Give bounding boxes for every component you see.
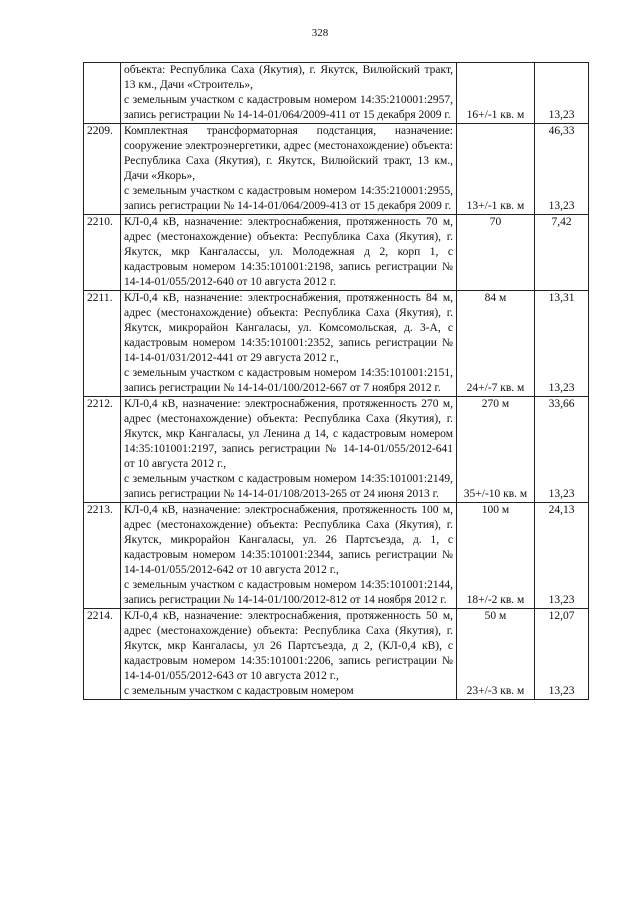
row-quantity xyxy=(457,503,535,609)
row-quantity xyxy=(457,397,535,503)
row-quantity xyxy=(457,215,535,291)
cost-value: 12,07 xyxy=(548,610,575,622)
cost-value: 13,23 xyxy=(548,109,575,121)
land-plot-description: с земельным участком с кадастровым номером 14:35:101001:2151, запись регистрации № 14-14-01/100/2012-667 от 7 ноября 2012 г. xyxy=(124,367,453,394)
cost-value: 33,66 xyxy=(548,398,575,410)
table-row xyxy=(84,503,589,609)
cost-value: 13,23 xyxy=(548,382,575,394)
quantity-value: 16+/-1 кв. м xyxy=(466,109,525,121)
table-row xyxy=(84,63,589,124)
cost-value: 24,13 xyxy=(548,504,575,516)
cost-value: 13,23 xyxy=(548,594,575,606)
object-description: КЛ-0,4 кВ, назначение: электроснабжения, протяженность 270 м, адрес (местонахождение) объекта: Республика Саха (Якутия), г. Якутск, мкр Кангаласы, ул Ленина д 14, с кадастровым номером 14:35:101001:2197, запись регистрации № 14-14-01/055/2012-641 от 10 августа 2012 г., xyxy=(124,398,453,470)
row-quantity xyxy=(457,63,535,124)
property-register-table xyxy=(83,62,589,700)
quantity-value: 18+/-2 кв. м xyxy=(466,594,525,606)
quantity-value: 270 м xyxy=(481,398,510,410)
quantity-value: 50 м xyxy=(484,610,507,622)
land-plot-description: с земельным участком с кадастровым номером 14:35:101001:2149, запись регистрации № 14-14-01/108/2013-265 от 24 июня 2013 г. xyxy=(124,473,453,500)
quantity-value: 84 м xyxy=(484,292,507,304)
row-description xyxy=(121,291,457,397)
object-description: КЛ-0,4 кВ, назначение: электроснабжения, протяженность 84 м, адрес (местонахождение) объекта: Республика Саха (Якутия), г. Якутск, микрорайон Кангаласы, ул. Комсомольская, д. 3-А, с кадастровым номером 14:35:101001:2352, запись регистрации № 14-14-01/031/2012-441 от 29 августа 2012 г., xyxy=(124,292,453,364)
row-value xyxy=(535,609,589,700)
row-description xyxy=(121,63,457,124)
object-description: КЛ-0,4 кВ, назначение: электроснабжения, протяженность 100 м, адрес (местонахождение) объекта: Республика Саха (Якутия), г. Якутск, микрорайон Кангаласы, ул. 26 Партсъезда, д. 1, с кадастровым номером 14:35:101001:2344, запись регистрации № 14-14-01/055/2012-642 от 10 августа 2012 г., xyxy=(124,504,453,576)
quantity-value: 100 м xyxy=(481,504,510,516)
row-value xyxy=(535,215,589,291)
object-description: Комплектная трансформаторная подстанция, назначение: сооружение электроэнергетики, адрес (местонахождение) объекта: Республика Саха (Якутия), г. Якутск, Вилюйский тракт, 13 км., Дачи «Якорь», xyxy=(124,125,453,182)
quantity-value: 23+/-3 кв. м xyxy=(466,685,525,697)
page-number: 328 xyxy=(311,27,329,39)
object-description: объекта: Республика Саха (Якутия), г. Якутск, Вилюйский тракт, 13 км., Дачи «Строитель», xyxy=(124,64,453,91)
cost-value: 13,31 xyxy=(548,292,575,304)
row-description xyxy=(121,397,457,503)
cost-value: 13,23 xyxy=(548,200,575,212)
table-row xyxy=(84,124,589,215)
row-number: 2210. xyxy=(84,215,121,291)
land-plot-description: с земельным участком с кадастровым номером 14:35:210001:2957, запись регистрации № 14-14-01/064/2009-411 от 15 декабря 2009 г. xyxy=(124,94,453,121)
table-row xyxy=(84,291,589,397)
table-row xyxy=(84,609,589,700)
row-number: 2213. xyxy=(84,503,121,609)
land-plot-description: с земельным участком с кадастровым номером xyxy=(124,685,354,697)
row-number: 2209. xyxy=(84,124,121,215)
cost-value: 46,33 xyxy=(548,125,575,137)
table-row xyxy=(84,397,589,503)
row-description xyxy=(121,503,457,609)
row-number: 2212. xyxy=(84,397,121,503)
row-description xyxy=(121,124,457,215)
row-value xyxy=(535,503,589,609)
land-plot-description: с земельным участком с кадастровым номером 14:35:101001:2144, запись регистрации № 14-14-01/100/2012-812 от 14 ноября 2012 г. xyxy=(124,579,453,606)
cost-value: 13,23 xyxy=(548,685,575,697)
row-quantity xyxy=(457,291,535,397)
quantity-value: 24+/-7 кв. м xyxy=(466,382,525,394)
quantity-value: 35+/-10 кв. м xyxy=(463,488,528,500)
cost-value: 13,23 xyxy=(548,488,575,500)
row-description xyxy=(121,609,457,700)
row-quantity xyxy=(457,609,535,700)
land-plot-description: с земельным участком с кадастровым номером 14:35:210001:2955, запись регистрации № 14-14-01/064/2009-413 от 15 декабря 2009 г. xyxy=(124,185,453,212)
row-value xyxy=(535,63,589,124)
table-row xyxy=(84,215,589,291)
quantity-value xyxy=(494,63,497,78)
cost-value: 7,42 xyxy=(551,216,572,228)
cost-value xyxy=(560,63,563,78)
row-value xyxy=(535,124,589,215)
row-number xyxy=(84,63,121,124)
row-quantity xyxy=(457,124,535,215)
object-description: КЛ-0,4 кВ, назначение: электроснабжения, протяженность 70 м, адрес (местонахождение) объекта: Республика Саха (Якутия), г. Якутск, мкр Кангалассы, ул. Молодежная д 2, корп 1, с кадастровым номером 14:35:101001:2198, запись регистрации № 14-14-01/055/2012-640 от 10 августа 2012 г. xyxy=(124,216,453,288)
quantity-value: 70 xyxy=(489,216,502,228)
row-description xyxy=(121,215,457,291)
quantity-value: 13+/-1 кв. м xyxy=(466,200,525,212)
row-value xyxy=(535,397,589,503)
row-number: 2214. xyxy=(84,609,121,700)
row-value xyxy=(535,291,589,397)
row-number: 2211. xyxy=(84,291,121,397)
object-description: КЛ-0,4 кВ, назначение: электроснабжения, протяженность 50 м, адрес (местонахождение) объекта: Республика Саха (Якутия), г. Якутск, мкр Кангаласы, ул 26 Партсъезда, д 2, (КЛ-0,4 кВ), с кадастровым номером 14:35:101001:2206, запись регистрации № 14-14-01/055/2012-643 от 10 августа 2012 г., xyxy=(124,610,453,682)
quantity-value xyxy=(494,124,497,139)
